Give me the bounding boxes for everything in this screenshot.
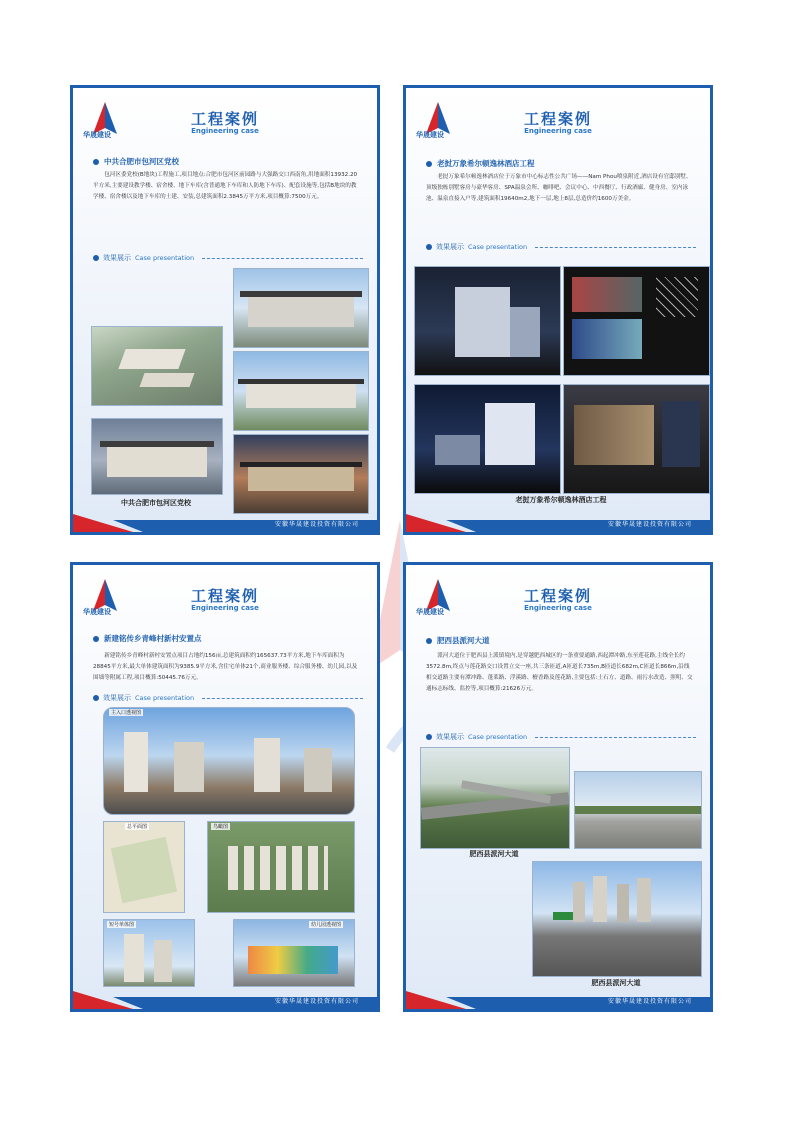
case-presentation-heading — [93, 693, 363, 703]
logo-text: 华晟建设 — [83, 608, 111, 616]
bullet-icon — [426, 244, 432, 250]
dashed-divider — [202, 258, 363, 259]
image-caption: 中共合肥市包河区党校 — [121, 499, 191, 507]
side-view-image — [233, 351, 369, 431]
project-description: 老挝万象希尔顿逸林酒店位于万象市中心标志性公共广场——Nam Phou喷泉附近,酒店设有官邸别墅、顶级独栋别墅客房与豪华客房、SPA温泉会所、咖啡吧、会议中心、中西餐厅、行政酒廊、健身房、室内泳池、温泉直接入户等,建筑面积19640m2,地下一层,地上8层,总造价约1600万美金。 — [426, 174, 692, 202]
road-interchange-image — [420, 747, 570, 849]
logo-text: 华晟建设 — [83, 131, 111, 139]
footer-company: 安徽华晟建设投资有限公司 — [607, 998, 692, 1005]
dashed-divider — [535, 247, 696, 248]
panel-subtitle: Engineering case — [191, 604, 259, 612]
case-panel-paihe-avenue — [403, 562, 713, 1012]
case-label: 效果展示 — [103, 254, 131, 262]
image-tag: 鸟瞰图 — [213, 824, 229, 830]
footer-company: 安徽华晟建设投资有限公司 — [274, 521, 359, 528]
case-label-en: Case presentation — [468, 243, 528, 251]
birds-eye-view-image — [207, 821, 355, 913]
case-label-en: Case presentation — [468, 733, 528, 741]
project-title: 中共合肥市包河区党校 — [104, 157, 179, 166]
panel-title: 工程案例 — [190, 110, 259, 128]
image-tag: 短号单体图 — [109, 922, 135, 928]
case-label-en: Case presentation — [135, 254, 195, 262]
hotel-facade-lighting-image — [563, 384, 710, 494]
bullet-icon — [93, 159, 99, 165]
dusk-view-image — [233, 434, 369, 514]
road-straight-image — [574, 771, 702, 849]
image-caption: 老挝万象希尔顿逸林酒店工程 — [515, 496, 607, 504]
project-description: 派河大道位于肥西县上派镇境内,是穿越肥西城区的一条重要通路,西起潭冲路,东至莲花路,主线全长约3572.8m,终点与莲花路交口设置立交一座,共三条匝道,A匝道长735m,B匝道长682m,C匝道长866m,沿线相交道路主要有潭冲路、蓬莱路、浮溪路、檀香路及莲花路,主要包括:土石方、道路、雨污水改造、照明、交通标志标线、监控等,项目概算:21626万元。 — [426, 653, 693, 692]
bullet-icon — [93, 695, 99, 701]
hotel-night-exterior-image — [414, 266, 561, 376]
bullet-icon — [426, 734, 432, 740]
case-presentation-heading — [93, 253, 363, 263]
case-panel-party-school — [70, 85, 380, 535]
image-tag: 主入口透视图 — [111, 710, 142, 716]
panel-title: 工程案例 — [523, 587, 592, 605]
case-presentation-heading — [426, 732, 696, 742]
site-plan-image — [103, 821, 185, 913]
main-entrance-perspective-image — [103, 707, 355, 815]
case-label: 效果展示 — [436, 243, 464, 251]
case-label-en: Case presentation — [135, 694, 195, 702]
case-panel-resettlement — [70, 562, 380, 1012]
panel-subtitle: Engineering case — [524, 127, 592, 135]
project-heading — [93, 633, 202, 644]
image-caption: 肥西县派河大道 — [591, 979, 641, 987]
project-title: 肥西县派河大道 — [437, 636, 490, 645]
dashed-divider — [535, 737, 696, 738]
logo-text: 华晟建设 — [416, 608, 444, 616]
footer-company: 安徽华晟建设投资有限公司 — [607, 521, 692, 528]
project-heading — [93, 156, 179, 167]
image-caption: 肥西县派河大道 — [469, 850, 519, 858]
front-view-image — [91, 418, 223, 495]
case-label: 效果展示 — [103, 694, 131, 702]
aerial-view-image — [91, 326, 223, 406]
project-title: 老挝万象希尔顿逸林酒店工程 — [437, 159, 535, 168]
project-description: 新建铭传乡青峰村新村安置点项目占地约156亩,总建筑面积约165637.73平方米,地下车库面积为28845平方米,最大单体建筑面积为9385.9平方米,含住宅单体21个,商业服务楼、综合服务楼、幼儿园,以及围墙等附属工程,项目概算:50445.76万元。 — [93, 653, 358, 681]
footer-company: 安徽华晟建设投资有限公司 — [274, 998, 359, 1005]
panel-title: 工程案例 — [523, 110, 592, 128]
project-title: 新建铭传乡青峰村新村安置点 — [104, 634, 202, 643]
bullet-icon — [93, 636, 99, 642]
kindergarten-perspective-image — [233, 919, 355, 987]
hotel-lighting-concept-image — [563, 266, 710, 376]
bullet-icon — [93, 255, 99, 261]
panel-subtitle: Engineering case — [191, 127, 259, 135]
bullet-icon — [426, 161, 432, 167]
project-heading — [426, 158, 535, 169]
hotel-night-aerial-image — [414, 384, 561, 494]
project-description: 包河区委党校(B地块)工程施工,项目地点:合肥市包河区前园路与大强路交口西南角,用地面积13932.20平方米,主要建设教学楼、宿舍楼、地下车库(含普通地下车库和人防地下车库)、配套设施等,包括B地块的教学楼、宿舍楼以及地下车库的土建、安装,总建筑面积2.3845万平方米,项目概算:7500万元。 — [93, 172, 358, 200]
case-label: 效果展示 — [436, 733, 464, 741]
building-single-image — [103, 919, 195, 987]
image-tag: 总平面图 — [127, 824, 148, 830]
project-heading — [426, 635, 490, 646]
dashed-divider — [202, 698, 363, 699]
bullet-icon — [426, 638, 432, 644]
logo-text: 华晟建设 — [416, 131, 444, 139]
panel-title: 工程案例 — [190, 587, 259, 605]
case-presentation-heading — [426, 242, 696, 252]
road-city-view-image — [532, 861, 702, 977]
image-tag: 幼儿园透视图 — [311, 922, 342, 928]
entrance-view-image — [233, 268, 369, 348]
case-panel-hilton-hotel — [403, 85, 713, 535]
panel-subtitle: Engineering case — [524, 604, 592, 612]
